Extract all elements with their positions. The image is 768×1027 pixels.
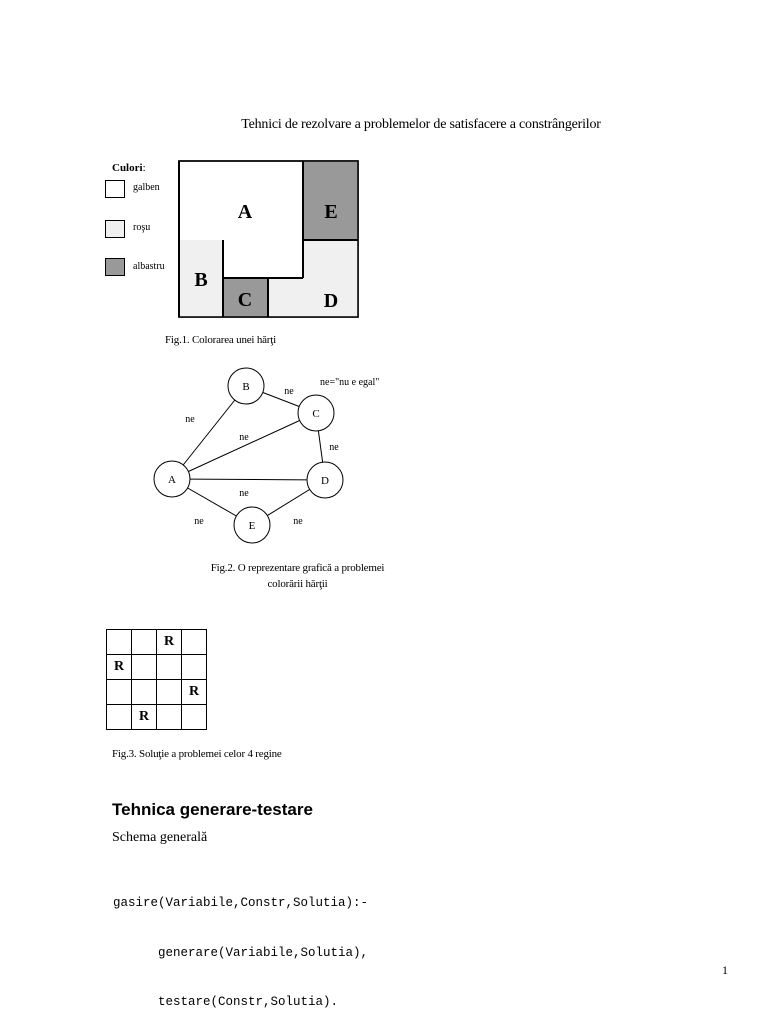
fig2-caption — [180, 560, 415, 592]
edge-label-de: ne — [293, 516, 303, 527]
graph-note: ne="nu e egal" — [320, 377, 380, 388]
board-cell — [157, 655, 182, 680]
map-label-c: C — [237, 289, 253, 311]
board-cell — [182, 630, 207, 655]
legend-swatch-red — [105, 220, 125, 238]
edge-label-cd: ne — [329, 442, 339, 453]
code-line: generare(Variabile,Solutia), — [113, 945, 369, 960]
board-cell — [132, 630, 157, 655]
legend-label-yellow: galben — [133, 182, 160, 193]
board-cell — [157, 705, 182, 730]
code-block — [113, 862, 368, 1027]
code-line: gasire(Variabile,Constr,Solutia):- — [113, 896, 369, 910]
board-cell — [182, 655, 207, 680]
legend-title: Culori: — [112, 162, 146, 174]
board-cell — [132, 655, 157, 680]
board-row — [107, 705, 207, 730]
fig2-caption-line-1: Fig.2. O reprezentare grafică a problemei — [210, 562, 385, 574]
graph-node-label-c: C — [312, 408, 320, 420]
fig1-caption: Fig.1. Colorarea unei hărţi — [165, 334, 276, 346]
section-subtitle: Schema generală — [112, 830, 208, 845]
board-cell: R — [107, 655, 132, 680]
page-number: 1 — [722, 963, 728, 977]
graph-node-label-d: D — [321, 475, 329, 487]
graph-node-label-a: A — [168, 474, 176, 486]
edge-label-bc: ne — [284, 386, 294, 397]
legend-swatch-blue — [105, 258, 125, 276]
legend-swatch-yellow — [105, 180, 125, 198]
legend-label-red: roşu — [133, 222, 151, 233]
map-label-b: B — [194, 269, 208, 291]
map-figure — [170, 152, 370, 327]
board-row — [107, 630, 207, 655]
board-cell — [107, 680, 132, 705]
code-line: testare(Constr,Solutia). — [113, 995, 339, 1009]
legend-label-blue: albastru — [133, 261, 165, 272]
board-row — [107, 655, 207, 680]
page-title: Tehnici de rezolvare a problemelor de satisfacere a constrângerilor — [241, 117, 601, 132]
edge-label-ae: ne — [194, 516, 204, 527]
board-cell: R — [157, 630, 182, 655]
board-row — [107, 680, 207, 705]
board-cell: R — [182, 680, 207, 705]
edge-label-ab: ne — [185, 414, 195, 425]
fig3-caption: Fig.3. Soluţie a problemei celor 4 regine — [112, 748, 282, 760]
graph-node-label-b: B — [242, 381, 250, 393]
board-cell — [132, 680, 157, 705]
map-label-d: D — [323, 290, 339, 312]
board-cell — [107, 705, 132, 730]
queens-board — [106, 629, 207, 730]
graph-figure — [140, 362, 410, 552]
edge-label-ac: ne — [239, 432, 249, 443]
map-label-a: A — [237, 201, 253, 223]
board-cell — [157, 680, 182, 705]
edge-label-ad: ne — [239, 488, 249, 499]
map-label-e: E — [324, 201, 338, 223]
graph-node-label-e: E — [248, 520, 256, 532]
fig2-caption-line-2: colorării hărţii — [267, 578, 328, 590]
board-cell: R — [132, 705, 157, 730]
board-cell — [107, 630, 132, 655]
board-cell — [182, 705, 207, 730]
section-heading: Tehnica generare-testare — [112, 800, 313, 819]
